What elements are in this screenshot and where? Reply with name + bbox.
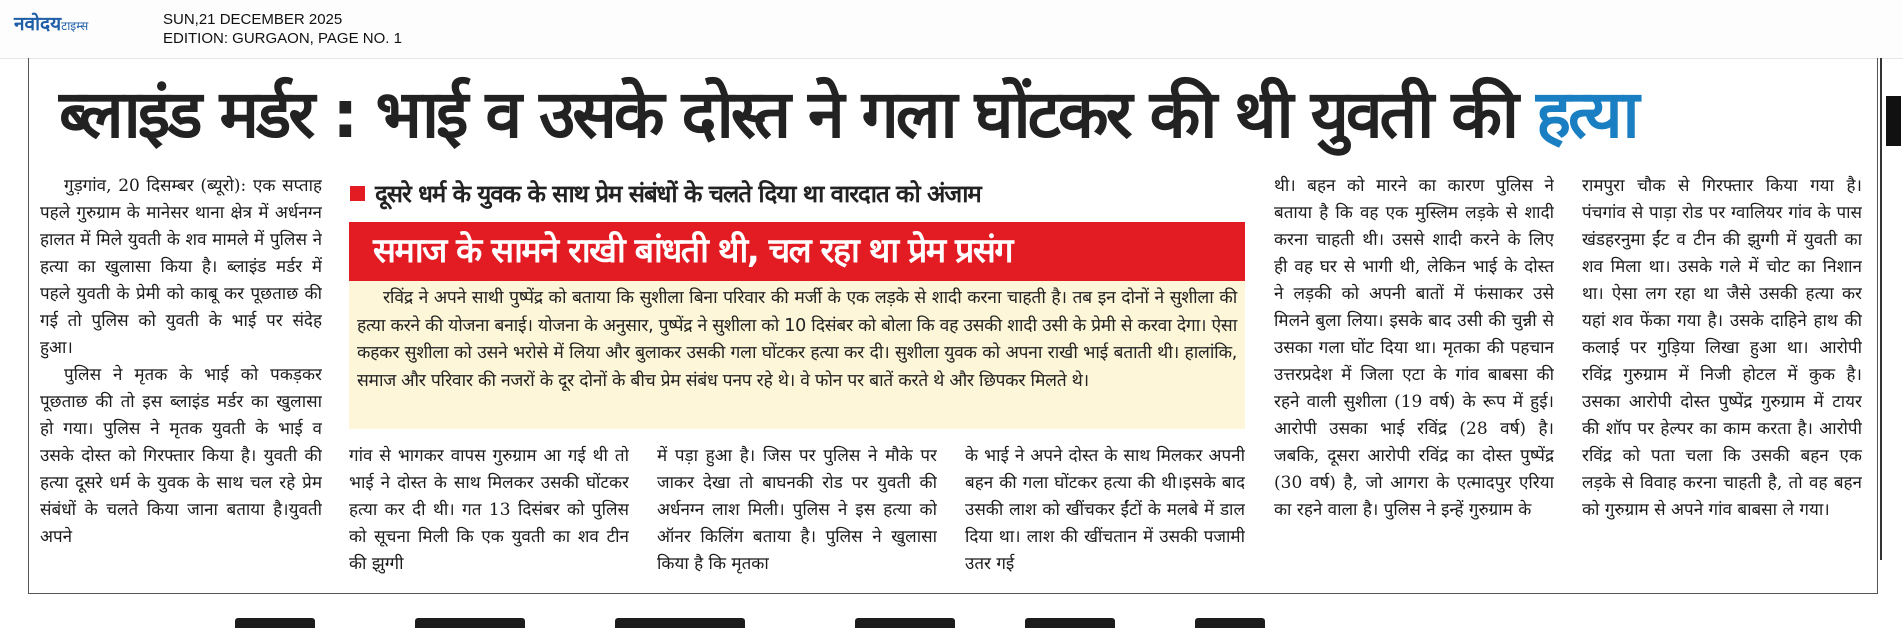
article-column-1 (40, 173, 322, 593)
adjacent-article-mark (1886, 96, 1901, 146)
logo-small-text: टाइम्स (61, 19, 89, 33)
article-headline (59, 60, 1859, 170)
logo-text: नवोदय (14, 13, 62, 35)
column-1-paragraph-2: पुलिस ने मृतक के भाई को पकड़कर पूछताछ की तो इस ब्लाइंड मर्डर का खुलासा हो गया। पुलिस ने मृतक युवती के भाई व उसके दोस्त को गिरफ्तार किया है। युवती की हत्या दूसरे धर्म के युवक के साथ चल रहे प्रेम संबंधों के चलते किया जाना बताया है।युवती अपने (40, 365, 322, 547)
epaper-header (0, 0, 1903, 59)
red-banner (349, 222, 1245, 281)
article-column-5 (1274, 173, 1554, 593)
subheading (350, 176, 1250, 212)
article-column-4 (965, 443, 1245, 583)
column-6-text: रामपुरा चौक से गिरफ्तार किया गया है। पंचगांव से पाड़ा रोड पर ग्वालियर गांव के पास खंडहरनुमा ईंट व टीन की झुग्गी में युवती का शव मिला था। उसके गले में चोट का निशान था। ऐसा लग रहा था जैसे उसकी हत्या कर यहां शव फेंका गया है। उसके दाहिने हाथ की कलाई पर गुड़िया लिखा हुआ था। आरोपी रविंद्र गुरुग्राम में निजी होटल में कुक है। उसका आरोपी दोस्त पुष्पेंद्र गुरुग्राम में टायर की शॉप पर हेल्पर का काम करता है। आरोपी रविंद्र को पता चला कि उसकी बहन एक लड़के से विवाह करना चाहती है, तो वह बहन को गुरुग्राम से अपने गांव बाबसा ले गया। (1582, 176, 1862, 520)
column-4-text: के भाई ने अपने दोस्त के साथ मिलकर अपनी बहन की गला घोंटकर हत्या की थी।इसके बाद उसकी लाश को खींचकर ईंटों के मलबे में डाल दिया था। लाश की खींचतान में उसकी पजामी उतर गई (965, 446, 1245, 574)
edition-info (163, 10, 402, 48)
article-column-6 (1582, 173, 1862, 593)
adjacent-article-edge (1880, 58, 1903, 560)
article-column-3 (657, 443, 937, 583)
highlight-box-text: रविंद्र ने अपने साथी पुष्पेंद्र को बताया कि सुशीला बिना परिवार की मर्जी के एक लड़के से शादी करना चाहती है। तब इन दोनों ने सुशीला की हत्या करने की योजना बनाई। योजना के अनुसार, पुष्पेंद्र ने सुशीला को 10 दिसंबर को बोला कि वह उसकी शादी उसी के प्रेमी से करवा देगा। ऐसा कहकर सुशीला को उसने भरोसे में लिया और बुलाकर उसकी गला घोंटकर हत्या कर दी। सुशीला युवक को अपना राखी भाई बताती थी। हालांकि, समाज और परिवार की नजरों के दूर दोनों के बीच प्रेम संबंध पनप रहे थे। वे फोन पर बातें करते थे और छिपकर मिलते थे। (357, 288, 1237, 391)
column-3-text: में पड़ा हुआ है। जिस पर पुलिस ने मौके पर जाकर देखा तो बाघनकी रोड पर युवती की अर्धनग्न लाश मिली। पुलिस ने इस हत्या को ऑनर किलिंग बताया है। पुलिस ने खुलासा किया है कि मृतका (657, 446, 937, 574)
column-2-text: गांव से भागकर वापस गुरुग्राम आ गई थी तो भाई ने दोस्त के साथ मिलकर उसकी घोंटकर हत्या कर दी थी। गत 13 दिसंबर को पुलिस को सूचना मिली कि एक युवती का शव टीन की झुग्गी (349, 446, 629, 574)
newspaper-logo[interactable] (14, 10, 88, 36)
column-1-paragraph-1: गुड़गांव, 20 दिसम्बर (ब्यूरो): एक सप्ताह पहले गुरुग्राम के मानेसर थाना क्षेत्र में अर्धनग्न हालत में मिले युवती के शव मामले में पुलिस ने हत्या का खुलासा किया है। ब्लाइंड मर्डर में पहले युवती के प्रेमी को काबू कर पूछताछ की गई तो पुलिस को युवती के भाई पर संदेह हुआ। (40, 176, 322, 358)
edition-label: EDITION: GURGAON, PAGE NO. 1 (163, 30, 402, 47)
headline-highlight: हत्या (1536, 76, 1637, 153)
subheading-text: दूसरे धर्म के युवक के साथ प्रेम संबंधों के चलते दिया था वारदात को अंजाम (375, 180, 981, 208)
bullet-square-icon (350, 186, 365, 201)
headline-main: ब्लाइंड मर्डर : भाई व उसके दोस्त ने गला घोंटकर की थी युवती की (59, 76, 1517, 153)
red-banner-text: समाज के सामने राखी बांधती थी, चल रहा था प्रेम प्रसंग (373, 231, 1013, 271)
highlight-box (349, 281, 1245, 429)
article-column-2 (349, 443, 629, 583)
next-article-headline-edge (235, 612, 1295, 628)
edition-date: SUN,21 DECEMBER 2025 (163, 11, 343, 28)
column-5-text: थी। बहन को मारने का कारण पुलिस ने बताया है कि वह एक मुस्लिम लड़के से शादी करना चाहती थी। उससे शादी करने के लिए ही वह घर से भागी थी, लेकिन भाई के दोस्त ने लड़की को अपनी बातों में फंसाकर उसे मिलने बुला लिया। इसके बाद उसी की चुन्नी से उसका गला घोंट दिया था। मृतका की पहचान उत्तरप्रदेश में जिला एटा के गांव बाबसा की रहने वाली सुशीला (19 वर्ष) के रूप में हुई। आरोपी उसका भाई रविंद्र (28 वर्ष) है। जबकि, दूसरा आरोपी रविंद्र का दोस्त पुष्पेंद्र (30 वर्ष) है, जो आगरा के एत्मादपुर एरिया का रहने वाला है। पुलिस ने इन्हें गुरुग्राम के (1274, 176, 1554, 520)
